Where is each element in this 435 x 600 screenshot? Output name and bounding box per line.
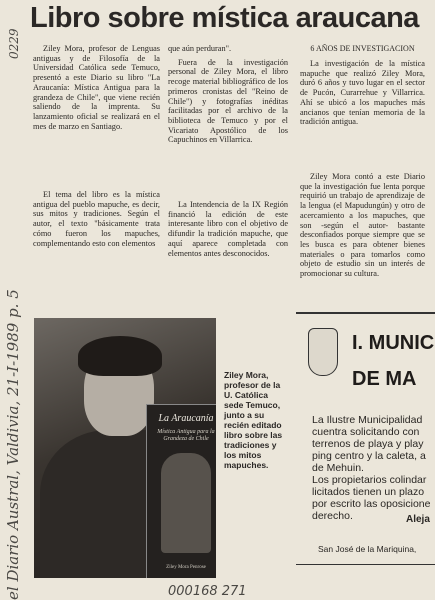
notice-divider — [296, 564, 435, 565]
notice-line: por escrito las oposicione — [312, 498, 431, 510]
article-column-2-continued — [168, 200, 288, 262]
municipal-notice — [296, 312, 435, 590]
photo-caption: Ziley Mora, profesor de la U. Católica sede Temuco, junto a su recién editado libro sobre las tradiciones y los mitos mapuches. — [224, 370, 283, 470]
article-column-1 — [33, 44, 160, 135]
book-cover — [146, 404, 216, 578]
notice-place: San José de la Mariquina, — [318, 544, 417, 554]
notice-line: ping centro y la caleta, a — [312, 450, 426, 462]
paragraph: Ziley Mora, profesor de Lenguas antiguas y de Filosofía de la Universidad Católica sede Temuco, presentó a este Diario su libro "La Araucanía: Mística Antigua para la grandeza de Chile", que viene recién saliendo de la imprenta. Su lanzamiento oficial se realizará en el mes de marzo en Santiago. — [33, 44, 160, 131]
notice-heading-line-2: DE MA — [352, 368, 417, 390]
paragraph: Ziley Mora contó a este Diario que la investigación fue lenta porque requirió un trabajo de aprendizaje de la lengua (el Mapudungún) y otro de acercamiento a los mapuches, que son -según el autor- bastante desconfiados porque siempre que se les busca es para obtener bienes materiales o para tomarlos como objeto de estudio sin un interés de promocionar su cultura. — [300, 172, 425, 279]
notice-line: cuentra solicitando con — [312, 426, 420, 438]
book-title: La Araucanía — [158, 413, 214, 424]
book-subtitle: Mística Antigua para la Grandeza de Chile — [157, 429, 215, 442]
article-column-3-continued — [300, 172, 425, 283]
paragraph: que aún perduran". — [168, 44, 232, 53]
paragraph: Fuera de la investigación personal de Ziley Mora, el libro recoge material bibliográfico de los primeros cronistas del "Reino de Chile") y fotografías inéditas facilitadas por el archivo de la biblioteca de Temuco y por el Vicariato Apostólico de los Capuchinos en Villarrica. — [168, 57, 288, 145]
author-photo — [34, 318, 216, 578]
photo-figure-hair — [78, 336, 162, 376]
notice-line: derecho. — [312, 510, 353, 522]
municipal-crest-icon — [308, 328, 338, 376]
headline: Libro sobre mística araucana — [30, 2, 419, 34]
notice-body — [312, 414, 435, 522]
handwritten-source-note: el Diario Austral, Valdivia, 21-I-1989 p. 5 — [4, 289, 22, 600]
notice-line: Los propietarios colindar — [312, 474, 427, 486]
notice-heading-line-1: I. MUNIC — [352, 332, 435, 354]
paragraph: La investigación de la mística mapuche que realizó Ziley Mora, duró 6 años y tuvo lugar en el sector de Pucón, Curarrehue y Villarrica. Ahí se ubicó a los mapuches más ancianos que tenían memoria de la tradición antigua. — [300, 59, 425, 127]
article-column-3 — [300, 44, 425, 131]
notice-line: de Mehuin. — [312, 462, 364, 474]
book-author: Ziley Mora Penrose — [166, 565, 206, 570]
archive-code: 000168 271 — [168, 584, 247, 599]
notice-line: La Ilustre Municipalidad — [312, 414, 423, 426]
article-column-2 — [168, 44, 288, 149]
paragraph: La Intendencia de la IX Región financió la edición de este interesante libro con el objetivo de difundir la tradición mapuche, que aquí aparece completada con elementos antes desconocidos. — [168, 200, 288, 258]
paragraph: El tema del libro es la mística antigua del pueblo mapuche, es decir, sus mitos y tradiciones. Según el autor, el texto "básicamente trata cómo fueron los mapuches, complementando esto con elementos — [33, 190, 160, 248]
notice-line: licitados tienen un plazo — [312, 486, 425, 498]
subheading: 6 AÑOS DE INVESTIGACION — [310, 44, 415, 53]
notice-line: terrenos de playa y play — [312, 438, 424, 450]
book-cover-image — [161, 453, 211, 553]
margin-code: 0229 — [7, 28, 21, 59]
notice-signature: Aleja — [406, 514, 430, 525]
article-column-1-continued — [33, 190, 160, 252]
